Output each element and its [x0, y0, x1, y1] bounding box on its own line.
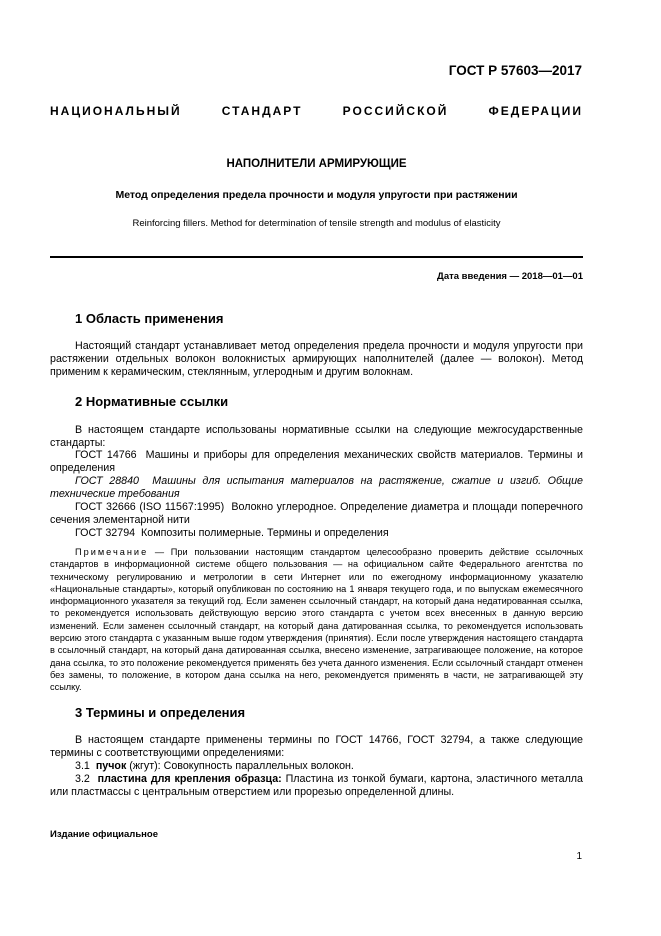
section3-heading: 3 Термины и определения [75, 705, 246, 720]
term-definition: (жгут): Совокупность параллельных волокон. [129, 760, 354, 772]
note-text: — При пользовании настоящим стандартом целесообразно проверить действие ссылочных стандартов в информационной системе общего пользования — на официальном сайте Федерального агентства по техническому регулированию и метрологии в сети Интернет или по ежегодному информационному указателю «Национальные стандарты», который опубликован по состоянию на 1 января текущего года, и по выпускам ежемесячного информационного указателя за текущий год. Если заменен ссылочный стандарт, на который дана недатированная ссылка, то рекомендуется использовать действующую версию этого стандарта с учетом всех внесенных в данную версию изменений. Если заменен ссылочный стандарт, на который дана датированная ссылка, то рекомендуется использовать версию этого стандарта с указанным выше годом утверждения (принятия). Если после утверждения настоящего стандарта в ссылочный стандарт, на который дана датированная ссылка, внесено изменение, затрагивающее положение, на которое дана ссылка, то это положение рекомендуется применять без учета данного изменения. Если ссылочный стандарт отменен без замены, то положение, в котором дана ссылка на него, рекомендуется применять в части, не затрагивающей эту ссылку. [50, 547, 583, 693]
reference-title: Волокно углеродное. Определение диаметра и площади поперечного сечения элементарной нити [50, 501, 583, 526]
official-edition-label: Издание официальное [50, 829, 158, 840]
note-label: Примечание [75, 547, 149, 557]
term-number: 3.2 [75, 773, 90, 785]
page-number: 1 [576, 851, 582, 862]
reference-title: Композиты полимерные. Термины и определения [141, 527, 389, 539]
document-title: НАПОЛНИТЕЛИ АРМИРУЮЩИЕ [226, 158, 407, 170]
reference-item [50, 527, 583, 540]
term-item [50, 760, 583, 773]
term-definition: Пластина из тонкой бумаги, картона, эластичного металла или пластмассы с центральным отверстием или прорезью определенной длины. [50, 773, 583, 798]
reference-code: ГОСТ 32666 (ISO 11567:1995) [75, 501, 225, 513]
term-name: пластина для крепления образца: [97, 773, 282, 785]
english-title: Reinforcing fillers. Method for determination of tensile strength and modulus of elasticity [132, 218, 501, 229]
reference-item [50, 501, 583, 527]
section2-intro-text: В настоящем стандарте использованы нормативные ссылки на следующие межгосударственные стандарты: [50, 424, 583, 449]
reference-title: Машины и приборы для определения механических свойств материалов. Термины и определения [50, 449, 583, 474]
term-name: пучок [95, 760, 127, 772]
introduction-date: Дата введения — 2018—01—01 [437, 271, 583, 282]
references-note [50, 546, 583, 694]
document-subtitle: Метод определения предела прочности и модуля упругости при растяжении [115, 189, 518, 201]
reference-item [50, 475, 583, 501]
national-standard-banner: НАЦИОНАЛЬНЫЙ СТАНДАРТ РОССИЙСКОЙ ФЕДЕРАЦИИ [50, 104, 583, 118]
reference-item [50, 449, 583, 475]
section3-intro-text: В настоящем стандарте применены термины по ГОСТ 14766, ГОСТ 32794, а также следующие термины с соответствующими определениями: [50, 734, 583, 759]
section1-heading: 1 Область применения [75, 311, 224, 326]
reference-code: ГОСТ 14766 [75, 449, 137, 461]
section1-body: Настоящий стандарт устанавливает метод определения предела прочности и модуля упругости при растяжении отдельных волокон волокнистых армирующих наполнителей (далее — волокон). Метод применим к керамическим, стеклянным, углеродным и другим волокнам. [50, 340, 583, 378]
reference-code: ГОСТ 32794 [75, 527, 136, 539]
term-number: 3.1 [75, 760, 90, 772]
section3-intro [50, 734, 583, 760]
reference-title: Машины для испытания материалов на растяжение, сжатие и изгиб. Общие технические требования [50, 475, 583, 500]
section2-heading: 2 Нормативные ссылки [75, 394, 229, 409]
document-code: ГОСТ Р 57603—2017 [448, 63, 582, 78]
reference-code: ГОСТ 28840 [75, 475, 140, 487]
title-divider [50, 256, 583, 258]
section2-intro [50, 424, 583, 450]
term-item [50, 773, 583, 799]
section1-text [50, 340, 583, 379]
